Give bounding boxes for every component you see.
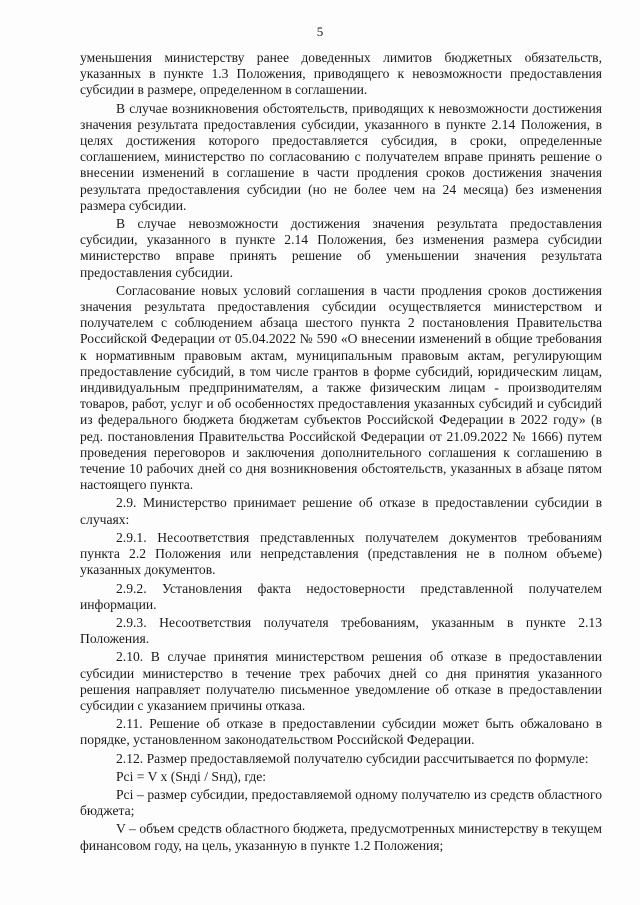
paragraph-2-9: 2.9. Министерство принимает решение об отказе в предоставлении субсидии в случаях: xyxy=(80,495,602,527)
page-number: 5 xyxy=(316,24,324,39)
formula: Pci = V x (Sнді / Sнд), где: xyxy=(116,768,267,784)
paragraph-2-10: 2.10. В случае принятия министерством решения об отказе в предоставлении субсидии министерство в течение трех рабочих дней со дня принятия указанного решения направляет получателю письменное уведомление об отказе в предоставлении субсидии с указанием причины отказа. xyxy=(80,649,602,713)
paragraph-agreement-conditions: Согласование новых условий соглашения в части продления сроков достижения значения результата предоставления субсидии осуществляется министерством и получателем с соблюдением абзаца шестого пункта 2 постановления Правительства Российской Федерации от 05.04.2022 № 590 «О внесении изменений в общие требования к нормативным правовым актам, муниципальным правовым актам, регулирующим предоставление субсидий, в том числе грантов в форме субсидий, юридическим лицам, индивидуальным предпринимателям, а также физическим лицам - производителям товаров, работ, услуг и об особенностях предоставления указанных субсидий и субсидий из федерального бюджета бюджетам субъектов Российской Федерации в 2022 году» (в ред. постановления Правительства Российской Федерации от 21.09.2022 № 1666) путем проведения переговоров и заключения дополнительного соглашения к соглашению в течение 10 рабочих дней со дня возникновения обстоятельств, указанных в абзаце пятом настоящего пункта. xyxy=(80,282,602,493)
paragraph-circumstances: В случае возникновения обстоятельств, приводящих к невозможности достижения значения результата предоставления субсидии, указанного в пункте 2.14 Положения, в целях достижения которого предоставляется субсидия, в сроки, определенные соглашением, министерство по согласованию с получателем вправе принять решение о внесении изменений в соглашение в части продления сроков достижения значения результата предоставления субсидии (но не более чем на 24 месяца) без изменения размера субсидии. xyxy=(80,100,602,213)
definition-pci: Pci – размер субсидии, предоставляемой одному получателю из средств областного бюджета; xyxy=(80,786,602,819)
paragraph-2-11: 2.11. Решение об отказе в предоставлении субсидии может быть обжаловано в порядке, установленном законодательством Российской Федерации. xyxy=(80,716,602,748)
paragraph-impossibility: В случае невозможности достижения значения результата предоставления субсидии, указанного в пункте 2.14 Положения, без изменения размера субсидии министерство вправе принять решение об уменьшении значения результата предоставления субсидии. xyxy=(80,216,602,280)
paragraph-2-9-1: 2.9.1. Несоответствия представленных получателем документов требованиям пункта 2.2 Положения или непредставления (представления не в полном объеме) указанных документов. xyxy=(80,529,602,578)
definition-v: V – объем средств областного бюджета, предусмотренных министерству в текущем финансовом году, на цель, указанную в пункте 1.2 Положения; xyxy=(80,821,602,853)
document-body xyxy=(80,50,602,856)
paragraph-2-9-2: 2.9.2. Установления факта недостоверности представленной получателем информации. xyxy=(80,580,602,612)
paragraph-2-12: 2.12. Размер предоставляемой получателю субсидии рассчитывается по формуле: xyxy=(116,750,589,766)
paragraph-2-9-3: 2.9.3. Несоответствия получателя требованиям, указанным в пункте 2.13 Положения. xyxy=(80,614,602,647)
paragraph-limits-reduction: уменьшения министерству ранее доведенных лимитов бюджетных обязательств, указанных в пункте 1.3 Положения, приводящего к невозможности предоставления субсидии в размере, определенном в соглашении. xyxy=(80,50,602,98)
